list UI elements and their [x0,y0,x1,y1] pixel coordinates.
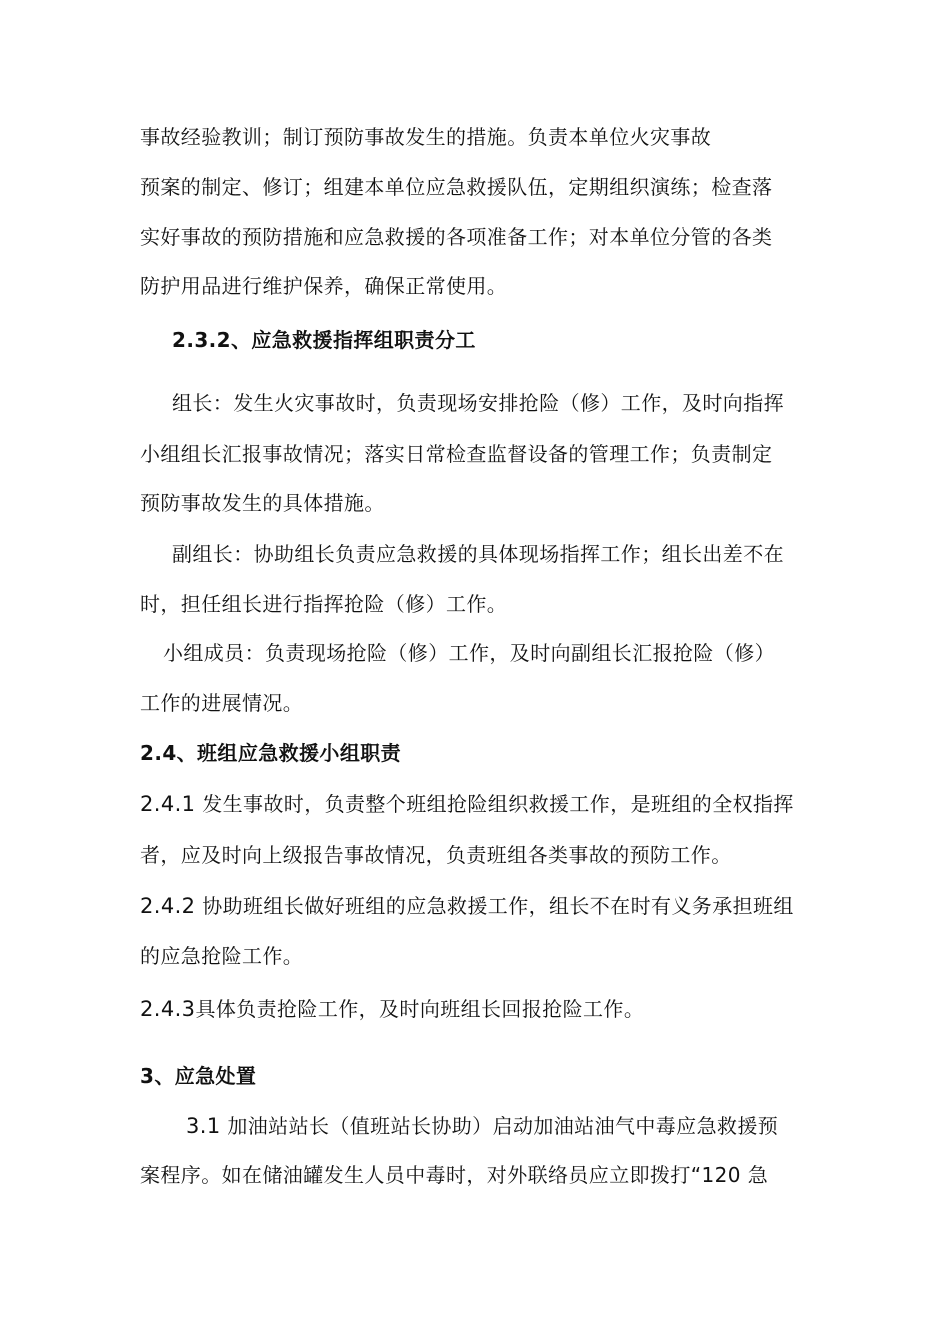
paragraph-line [140,790,794,818]
paragraph-line: 工作的进展情况。 [140,691,304,715]
paragraph-line [140,892,794,920]
paragraph-line: 事故经验教训；制订预防事故发生的措施。负责本单位火灾事故 [140,125,712,149]
section-number: 2.4.1 [140,792,196,816]
paragraph-line: 案程序。如在储油罐发生人员中毒时，对外联络员应立即拨打“120 急 [140,1163,769,1187]
section-text: 加油站站长（值班站长协助）启动加油站油气中毒应急救援预 [227,1114,779,1138]
paragraph-line: 预案的制定、修订；组建本单位应急救援队伍，定期组织演练；检查落 [140,175,773,199]
paragraph-line: 小组组长汇报事故情况；落实日常检查监督设备的管理工作；负责制定 [140,442,773,466]
section-number: 2.4.2 [140,894,196,918]
paragraph-line: 时，担任组长进行指挥抢险（修）工作。 [140,592,508,616]
paragraph-line [140,995,644,1023]
paragraph-line: 小组成员：负责现场抢险（修）工作，及时向副组长汇报抢险（修） [163,641,775,665]
paragraph-line: 副组长：协助组长负责应急救援的具体现场指挥工作；组长出差不在 [172,542,784,566]
section-number: 2.4.3 [140,997,196,1021]
section-heading-3: 3、应急处置 [140,1064,257,1088]
paragraph-line: 组长：发生火灾事故时，负责现场安排抢险（修）工作，及时向指挥 [172,391,784,415]
paragraph-line: 实好事故的预防措施和应急救援的各项准备工作；对本单位分管的各类 [140,225,773,249]
section-text: 协助班组长做好班组的应急救援工作，组长不在时有义务承担班组 [202,894,794,918]
section-heading-2-4: 2.4、班组应急救援小组职责 [140,741,402,765]
section-heading-2-3-2: 2.3.2、应急救援指挥组职责分工 [172,328,476,352]
paragraph-line: 者，应及时向上级报告事故情况，负责班组各类事故的预防工作。 [140,843,732,867]
paragraph-line [186,1112,778,1140]
paragraph-line: 防护用品进行维护保养，确保正常使用。 [140,274,508,298]
paragraph-line: 预防事故发生的具体措施。 [140,491,385,515]
section-text: 发生事故时，负责整个班组抢险组织救援工作，是班组的全权指挥 [202,792,794,816]
paragraph-line: 的应急抢险工作。 [140,944,304,968]
section-text: 具体负责抢险工作，及时向班组长回报抢险工作。 [195,997,645,1021]
section-number: 3.1 [186,1114,221,1138]
